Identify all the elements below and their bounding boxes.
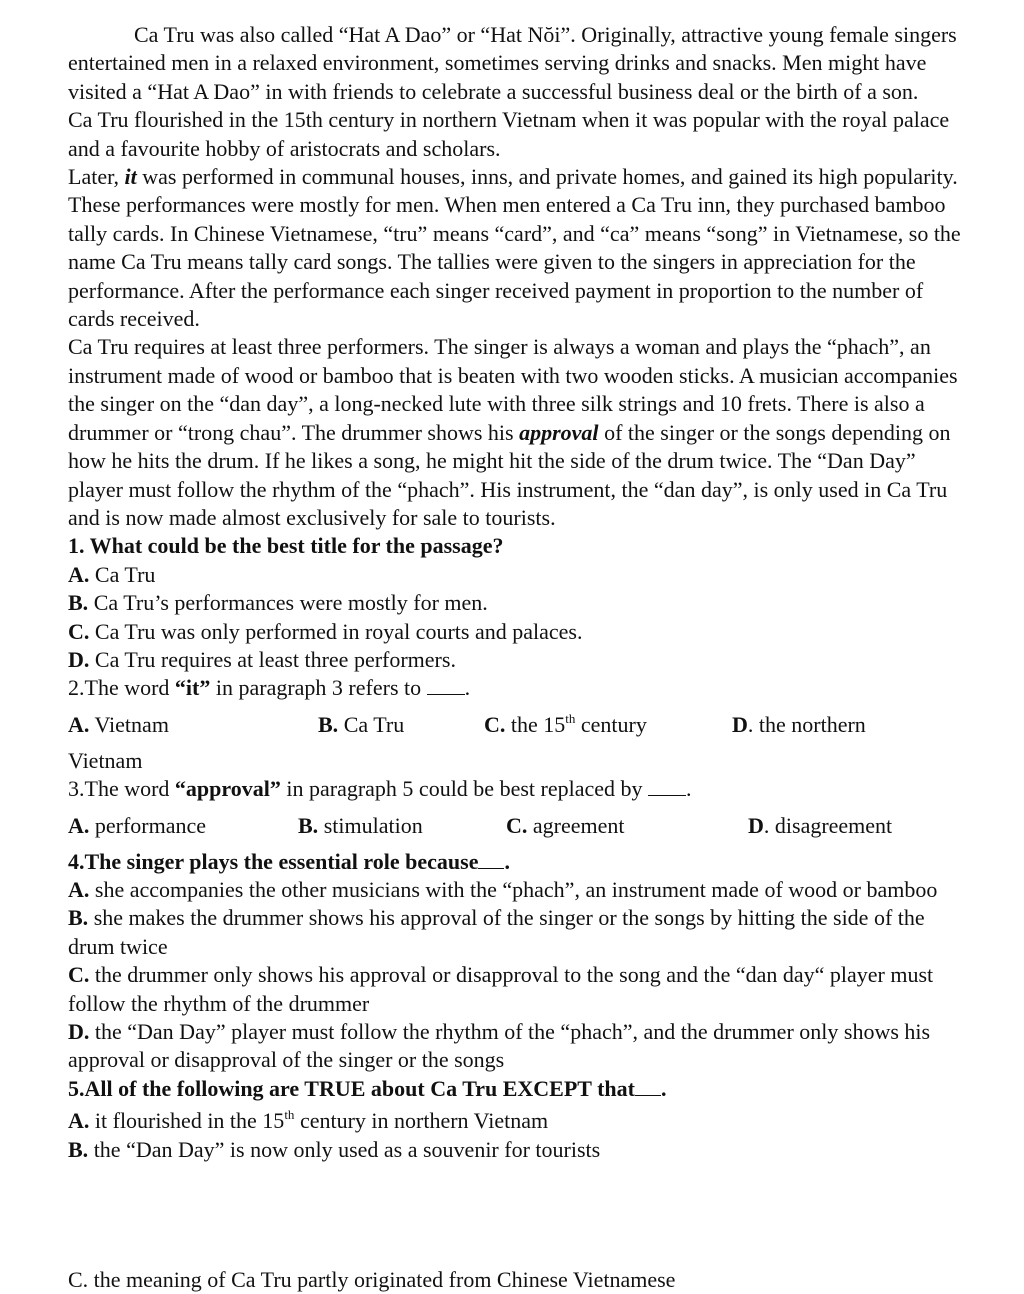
- q5-answer-blank: [635, 1077, 661, 1096]
- question-5: 5.All of the following are TRUE about Ca Tru EXCEPT that .: [68, 1075, 667, 1101]
- worksheet-page: [68, 21, 968, 1164]
- p5-keyword-approval: approval: [519, 419, 599, 445]
- passage-paragraph-4: These performances were mostly for men. When men entered a Ca Tru inn, they purchased bamboo tally cards. In Chinese Vietnamese, “tru” means “card”, and “ca” means “song” in Vietnamese, so the name Ca Tru means tally card songs. The tallies were given to the singers in appreciation for the performance. After the performance each singer received payment in proportion to the number of cards received.: [68, 192, 961, 332]
- p3-text-after: was performed in communal houses, inns, and private homes, and gained its high popularity.: [136, 164, 958, 190]
- q2-option-b: B. Ca Tru: [318, 711, 405, 737]
- q1-option-d: D. Ca Tru requires at least three performers.: [68, 646, 456, 672]
- q5-option-c-cutoff: C. the meaning of Ca Tru partly originated from Chinese Vietnamese: [68, 1267, 676, 1292]
- q5-option-a: A. it flourished in the 15th century in northern Vietnam: [68, 1107, 549, 1134]
- question-2: 2.The word “it” in paragraph 3 refers to .: [68, 675, 471, 701]
- q2-option-a: A. Vietnam: [68, 711, 169, 737]
- q4-option-a: A. she accompanies the other musicians with the “phach”, an instrument made of wood or bamboo: [68, 876, 938, 902]
- question-1: 1. What could be the best title for the passage?: [68, 533, 504, 559]
- q2-answer-blank: [427, 676, 465, 695]
- q1-option-b: B. Ca Tru’s performances were mostly for men.: [68, 590, 488, 616]
- question-4: 4.The singer plays the essential role because .: [68, 848, 510, 874]
- p3-keyword-it: it: [124, 164, 137, 190]
- q3-options-row: [68, 804, 968, 848]
- p5-text-before: Ca Tru requires at least three performers. The singer is always a woman and plays the “phach”, an instrument made of wood or bamboo that is beaten with two wooden sticks. A musician accompanies the singer on the “dan day”, a long-necked lute with three silk strings and 10 frets. There is also a drummer or “trong chau”. The drummer shows his: [68, 334, 958, 445]
- q3-option-d: D. disagreement: [748, 812, 893, 838]
- q1-option-a: A. Ca Tru: [68, 561, 156, 587]
- q3-option-c: C. agreement: [506, 812, 625, 838]
- q4-option-c: C. the drummer only shows his approval or disapproval to the song and the “dan day“ player must follow the rhythm of the drummer: [68, 962, 934, 1016]
- passage-paragraph-1: Ca Tru was also called “Hat A Dao” or “Hat Nŏi”. Originally, attractive young female singers entertained men in a relaxed environment, sometimes serving drinks and snacks. Men might have visited a “Hat A Dao” in with friends to celebrate a successful business deal or the birth of a son.: [68, 22, 957, 104]
- passage-paragraph-5: [68, 333, 968, 532]
- q3-option-a: A. performance: [68, 812, 207, 838]
- q2-keyword: “it”: [174, 675, 211, 701]
- q2-options-row: [68, 703, 968, 747]
- q2-option-c: C. the 15th century: [484, 710, 647, 737]
- q1-option-c: C. Ca Tru was only performed in royal courts and palaces.: [68, 618, 583, 644]
- q3-option-b: B. stimulation: [298, 812, 423, 838]
- q3-answer-blank: [648, 777, 686, 796]
- q2-option-d-wrap: Vietnam: [68, 747, 143, 773]
- q2-option-d: D. the northern: [732, 711, 866, 737]
- passage-paragraph-2: Ca Tru flourished in the 15th century in northern Vietnam when it was popular with the royal palace and a favourite hobby of aristocrats and scholars.: [68, 107, 950, 161]
- q4-option-b: B. she makes the drummer shows his approval of the singer or the songs by hitting the side of the drum twice: [68, 905, 925, 959]
- q3-keyword: “approval”: [174, 776, 281, 802]
- p5-text-after: of the singer or the songs depending on how he hits the drum. If he likes a song, he might hit the side of the drum twice. The “Dan Day” player must follow the rhythm of the “phach”. His instrument, the “dan day”, is only used in Ca Tru and is now made almost exclusively for sale to tourists.: [68, 419, 951, 530]
- question-3: 3.The word “approval” in paragraph 5 could be best replaced by .: [68, 776, 692, 802]
- q4-answer-blank: [478, 850, 504, 869]
- q4-option-d: D. the “Dan Day” player must follow the rhythm of the “phach”, and the drummer only shows his approval or disapproval of the singer or the songs: [68, 1019, 931, 1073]
- passage-paragraph-3: [68, 163, 968, 191]
- q5-option-b: B. the “Dan Day” is now only used as a souvenir for tourists: [68, 1136, 601, 1162]
- p3-text-before: Later,: [68, 164, 125, 190]
